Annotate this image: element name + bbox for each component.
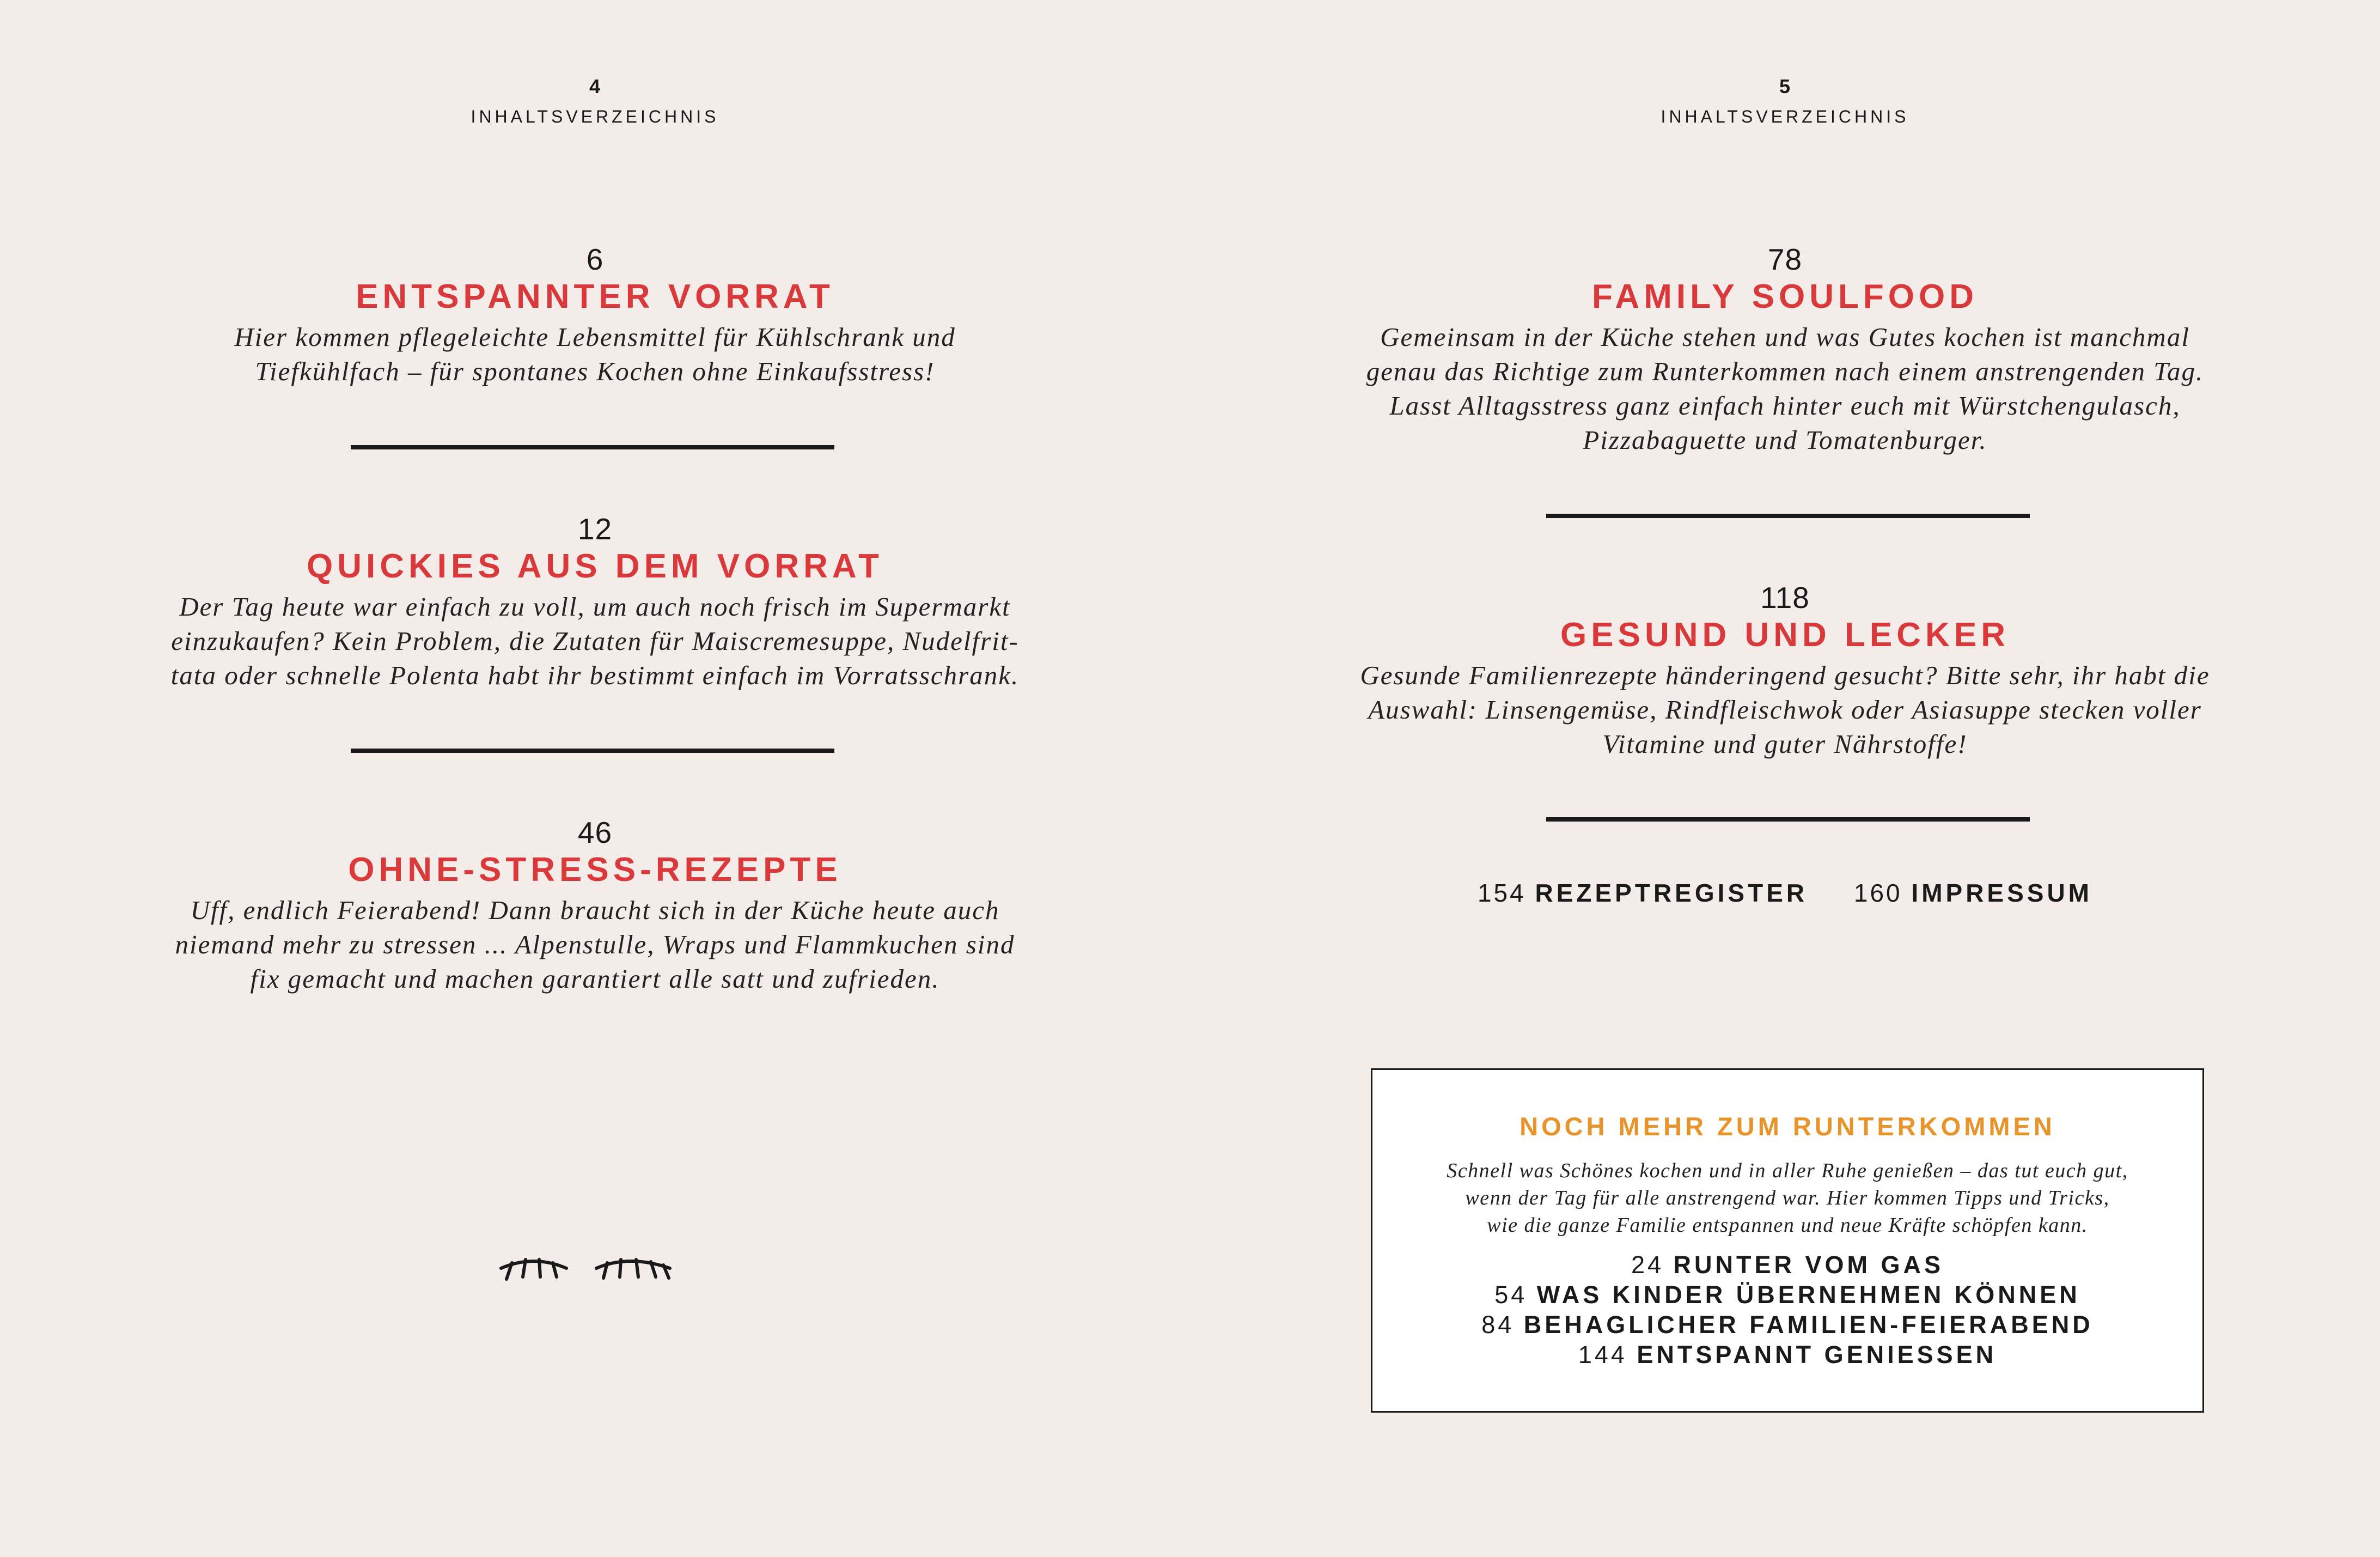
entry-page-number: 46 <box>577 816 613 849</box>
entry-title[interactable]: ENTSPANNTER VORRAT <box>356 278 834 315</box>
item-label: WAS KINDER ÜBERNEHMEN KÖNNEN <box>1536 1281 2080 1309</box>
item-label: ENTSPANNT GENIESSEN <box>1637 1341 1997 1369</box>
link-rezeptregister[interactable] <box>1478 878 1808 908</box>
toc-entry-family-soulfood[interactable] <box>1190 242 2380 457</box>
entry-page-number: 78 <box>1767 242 1803 276</box>
box-line: wenn der Tag für alle anstrengend war. Hier kommen Tipps und Tricks, <box>1465 1187 2110 1209</box>
description-line: Auswahl: Linsengemüse, Rindfleischwok oder Asiasuppe stecken voller <box>1368 695 2202 725</box>
box-item-feierabend[interactable] <box>1372 1310 2202 1340</box>
box-item-geniessen[interactable] <box>1372 1340 2202 1370</box>
link-impressum[interactable] <box>1854 878 2092 908</box>
item-page-number: 144 <box>1578 1341 1627 1369</box>
link-page-number: 154 <box>1477 879 1526 907</box>
entry-title[interactable]: GESUND UND LECKER <box>1560 616 2010 654</box>
description-line: Gemeinsam in der Küche stehen und was Gutes kochen ist manchmal <box>1380 322 2190 352</box>
entry-title[interactable]: QUICKIES AUS DEM VORRAT <box>307 548 883 585</box>
extra-tips-box <box>1371 1068 2204 1413</box>
description-line: niemand mehr zu stressen ... Alpenstulle, Wraps und Flammkuchen sind <box>175 929 1015 959</box>
section-divider <box>351 445 834 449</box>
page-number: 5 <box>1779 75 1791 98</box>
description-line: einzukaufen? Kein Problem, die Zutaten für Maiscremesuppe, Nudelfrit- <box>171 626 1019 656</box>
index-links <box>1190 878 2380 908</box>
item-label: RUNTER VOM GAS <box>1673 1251 1944 1279</box>
description-line: genau das Richtige zum Runterkommen nach einem anstrengenden Tag. <box>1366 356 2204 386</box>
toc-entry-gesund-und-lecker[interactable] <box>1190 581 2380 761</box>
closed-eyes-icon <box>496 1253 675 1302</box>
section-divider <box>1546 817 2030 822</box>
section-divider <box>1546 514 2030 518</box>
box-title: NOCH MEHR ZUM RUNTERKOMMEN <box>1519 1112 2055 1141</box>
item-label: BEHAGLICHER FAMILIEN-FEIERABEND <box>1523 1311 2094 1339</box>
entry-page-number: 6 <box>586 242 604 276</box>
description-line: Vitamine und guter Nährstoffe! <box>1602 729 1968 759</box>
right-page <box>1190 0 2380 1557</box>
running-head: INHALTSVERZEICHNIS <box>471 107 719 126</box>
box-list <box>1372 1250 2202 1370</box>
entry-page-number: 118 <box>1760 581 1810 615</box>
description-line: fix gemacht und machen garantiert alle satt und zufrieden. <box>250 964 940 994</box>
box-line: wie die ganze Familie entspannen und neue Kräfte schöpfen kann. <box>1487 1214 2088 1237</box>
description-line: Der Tag heute war einfach zu voll, um auch noch frisch im Supermarkt <box>179 592 1011 622</box>
box-item-kinder[interactable] <box>1372 1280 2202 1310</box>
page-number: 4 <box>589 75 601 98</box>
description-line: Lasst Alltagsstress ganz einfach hinter euch mit Würstchengulasch, <box>1389 391 2181 421</box>
description-line: Uff, endlich Feierabend! Dann braucht sich in der Küche heute auch <box>190 895 1000 925</box>
entry-description <box>0 320 1190 388</box>
entry-description <box>0 589 1190 692</box>
box-line: Schnell was Schönes kochen und in aller Ruhe genießen – das tut euch gut, <box>1447 1159 2128 1182</box>
description-line: Gesunde Familienrezepte händeringend gesucht? Bitte sehr, ihr habt die <box>1360 660 2210 690</box>
description-line: Tiefkühlfach – für spontanes Kochen ohne Einkaufsstress! <box>255 356 935 386</box>
item-page-number: 24 <box>1631 1251 1664 1279</box>
toc-entry-ohne-stress[interactable] <box>0 816 1190 996</box>
entry-title[interactable]: FAMILY SOULFOOD <box>1591 278 1979 315</box>
toc-entry-quickies[interactable] <box>0 512 1190 692</box>
entry-description <box>0 893 1190 996</box>
item-page-number: 54 <box>1494 1281 1528 1309</box>
box-item-runter-vom-gas[interactable] <box>1372 1250 2202 1280</box>
running-head: INHALTSVERZEICHNIS <box>1661 107 1909 126</box>
entry-description <box>1190 320 2380 457</box>
entry-description <box>1190 658 2380 761</box>
description-line: Hier kommen pflegeleichte Lebensmittel für Kühlschrank und <box>234 322 956 352</box>
entry-title[interactable]: OHNE-STRESS-REZEPTE <box>348 851 842 889</box>
item-page-number: 84 <box>1481 1311 1515 1339</box>
description-line: tata oder schnelle Polenta habt ihr bestimmt einfach im Vorratsschrank. <box>170 660 1020 690</box>
link-label: IMPRESSUM <box>1911 879 2093 907</box>
entry-page-number: 12 <box>577 512 613 546</box>
link-label: REZEPTREGISTER <box>1535 879 1808 907</box>
section-divider <box>351 749 834 753</box>
box-description <box>1405 1157 2170 1239</box>
link-page-number: 160 <box>1853 879 1902 907</box>
description-line: Pizzabaguette und Tomatenburger. <box>1583 425 1987 455</box>
toc-entry-entspannter-vorrat[interactable] <box>0 242 1190 388</box>
